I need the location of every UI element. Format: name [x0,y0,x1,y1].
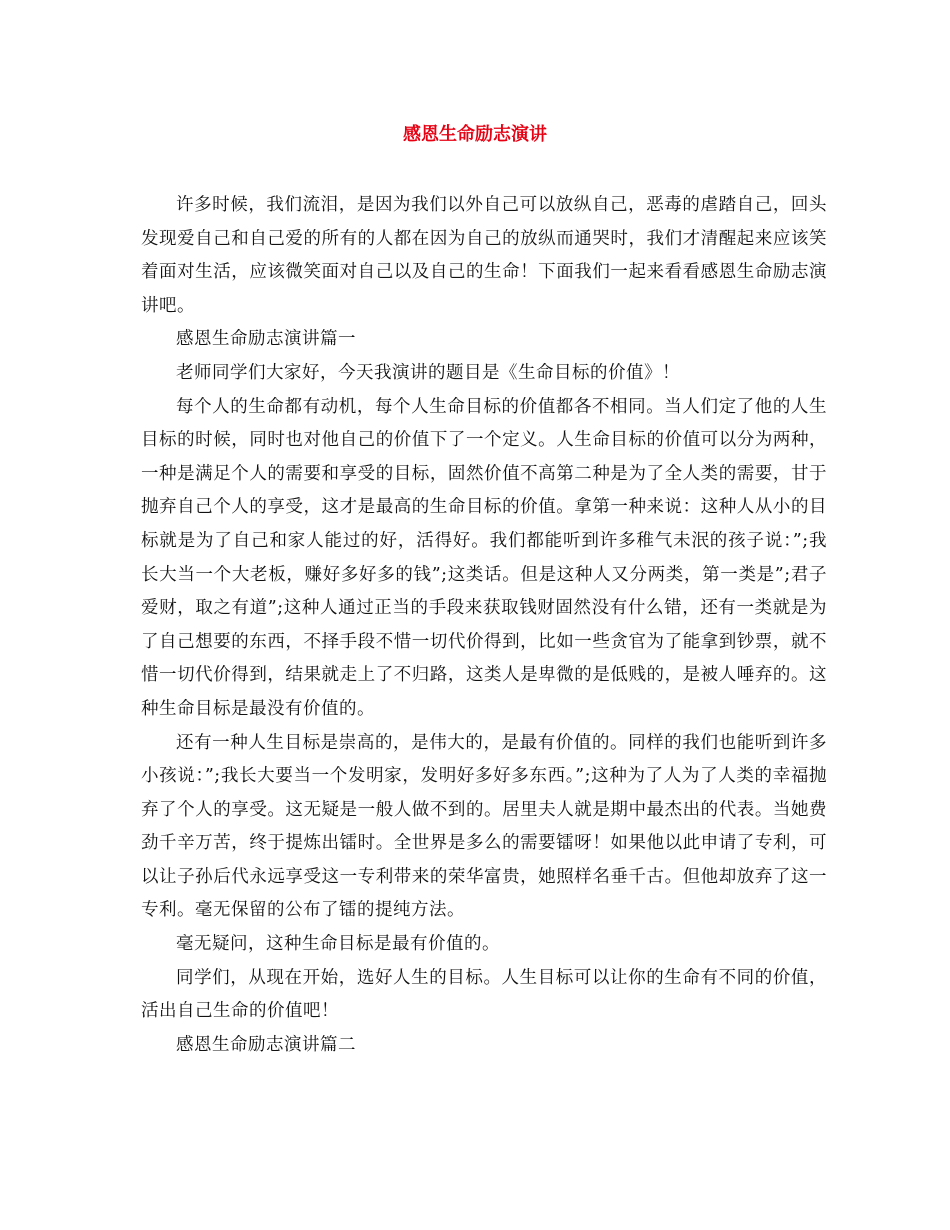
paragraph-call-to-action: 同学们，从现在开始，选好人生的目标。人生目标可以让你的生命有不同的价值，活出自己生命的价值吧！ [141,967,827,1022]
paragraph-first-goal: 每个人的生命都有动机，每个人生命目标的价值都各不相同。当人们定了他的人生目标的时候，同时也对他自己的价值下了一个定义。人生命目标的价值可以分为两种，一种是满足个人的需要和享受的目标，固然价值不高第二种是为了全人类的需要，甘于抛弃自己个人的享受，这才是最高的生命目标的价值。拿第一种来说：这种人从小的目标就是为了自己和家人能过的好，活得好。我们都能听到许多稚气未泯的孩子说：”;我长大当一个大老板，赚好多好多的钱”;这类话。但是这种人又分两类，第一类是”;君子爱财，取之有道”;这种人通过正当的手段来获取钱财固然没有什么错，还有一类就是为了自己想要的东西，不择手段不惜一切代价得到，比如一些贪官为了能拿到钞票，就不惜一切代价得到，结果就走上了不归路，这类人是卑微的是低贱的，是被人唾弃的。这种生命目标是最没有价值的。 [141,396,827,719]
document-title: 感恩生命励志演讲 [403,124,547,145]
paragraph-second-goal: 还有一种人生目标是崇高的，是伟大的，是最有价值的。同样的我们也能听到许多小孩说：”;我长大要当一个发明家，发明好多好多东西。”;这种为了人为了人类的幸福抛弃了个人的享受。这无疑是一般人做不到的。居里夫人就是期中最杰出的代表。当她费劲千辛万苦，终于提炼出镭时。全世界是多么的需要镭呀！如果他以此申请了专利，可以让子孙后代永远享受这一专利带来的荣华富贵，她照样名垂千古。但他却放弃了这一专利。毫无保留的公布了镭的提纯方法。 [141,732,827,921]
section-heading-1: 感恩生命励志演讲篇一 [176,329,356,350]
document-body [141,189,827,1062]
paragraph-greeting: 老师同学们大家好，今天我演讲的题目是《生命目标的价值》！ [176,362,680,383]
paragraph-conclusion: 毫无疑问，这种生命目标是最有价值的。 [176,934,500,955]
section-heading-2: 感恩生命励志演讲篇二 [176,1034,356,1055]
paragraph-intro: 许多时候，我们流泪，是因为我们以外自己可以放纵自己，恶毒的虐踏自己，回头发现爱自己和自己爱的所有的人都在因为自己的放纵而通哭时，我们才清醒起来应该笑着面对生活，应该微笑面对自己以及自己的生命！下面我们一起来看看感恩生命励志演讲吧。 [141,195,827,316]
